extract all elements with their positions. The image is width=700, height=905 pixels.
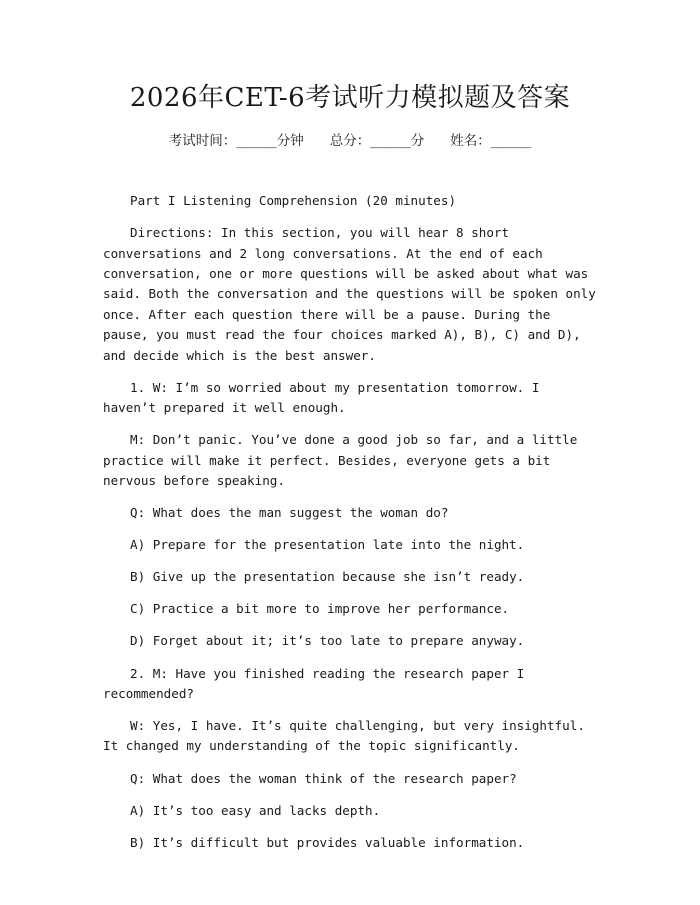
section-heading: Part I Listening Comprehension (20 minutes) <box>130 193 457 208</box>
q2-option-a: A) It’s too easy and lacks depth. <box>130 802 381 818</box>
directions-paragraph: Directions: In this section, you will hear 8 short conversations and 2 long conversations. At the end of each conversation, one or more questions will be asked about what was said. Both the conversation and the questions will be spoken only once. After each question there will be a pause. During the pause, you must read the four choices marked A), B), C) and D), and decide which is the best answer. <box>103 225 596 363</box>
exam-meta-line <box>0 131 700 151</box>
q1-option-b: B) Give up the presentation because she isn’t ready. <box>130 569 525 585</box>
student-name-field: 姓名：______ <box>450 133 532 149</box>
q2-question: Q: What does the woman think of the research paper? <box>130 770 517 786</box>
exam-time-field: 考试时间：______分钟 <box>168 133 304 149</box>
q1-woman-line: 1. W: I’m so worried about my presentation tomorrow. I haven’t prepared it well enough. <box>103 379 540 416</box>
document-body <box>103 191 599 865</box>
total-score-field: 总分：______分 <box>329 133 425 149</box>
q1-option-a: A) Prepare for the presentation late into the night. <box>130 537 525 553</box>
q1-question: Q: What does the man suggest the woman do? <box>130 505 449 521</box>
q1-option-c: C) Practice a bit more to improve her performance. <box>130 601 510 617</box>
q2-woman-line: W: Yes, I have. It’s quite challenging, but very insightful. It changed my understanding of the topic significantly. <box>103 718 585 754</box>
q2-option-b: B) It’s difficult but provides valuable information. <box>130 834 525 850</box>
q2-man-line: 2. M: Have you finished reading the research paper I recommended? <box>103 665 525 701</box>
q1-option-d: D) Forget about it; it’s too late to prepare anyway. <box>130 633 525 649</box>
page-title: 2026年CET-6考试听力模拟题及答案 <box>129 83 571 113</box>
q1-man-line: M: Don’t panic. You’ve done a good job so far, and a little practice will make it perfect. Besides, everyone gets a bit nervous before speaking. <box>103 432 578 488</box>
